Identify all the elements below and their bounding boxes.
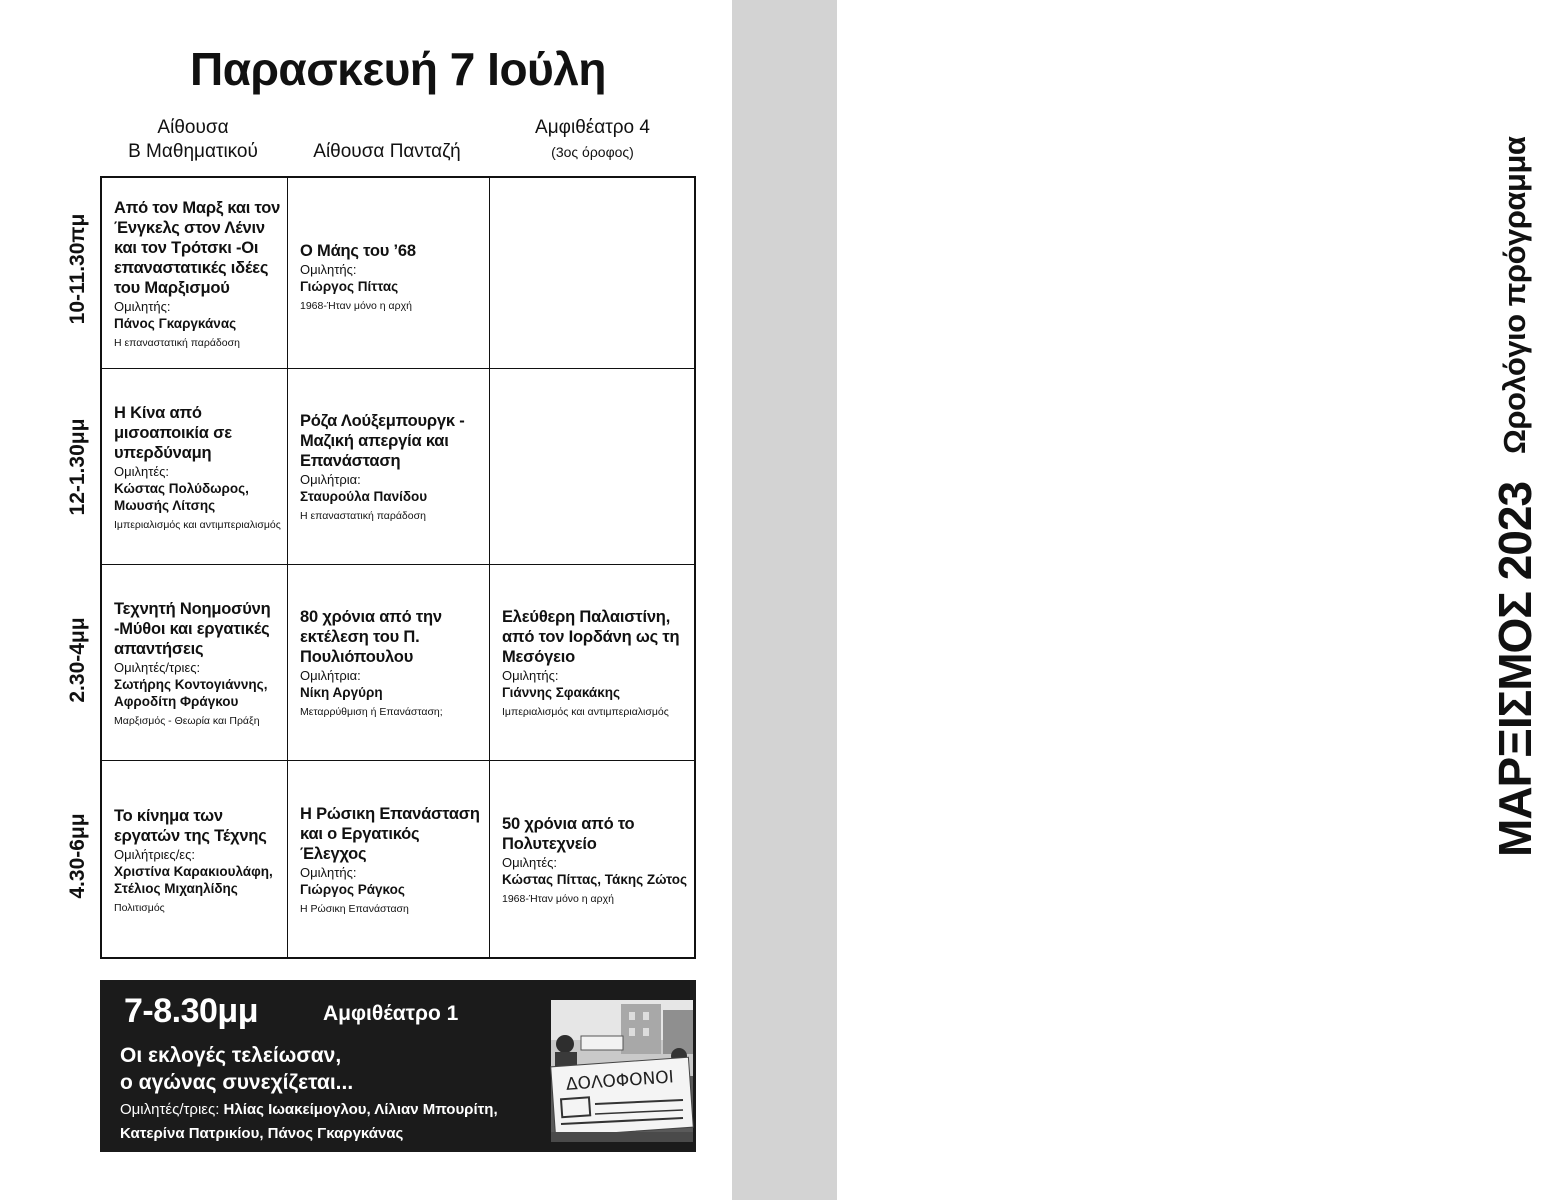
session-cell [288,178,490,369]
session-tag: Η Ρώσικη Επανάσταση [300,903,409,915]
evening-title-line1: Οι εκλογές τελείωσαν, [120,1044,342,1067]
protest-photo-illustration [551,1000,693,1142]
speaker-names: Σωτήρης Κοντογιάννης, Αφροδίτη Φράγκου [114,676,268,709]
time-slot-3: 2.30-4μμ [66,617,89,703]
session-cell [288,565,490,761]
evening-event-box [100,980,696,1152]
session-tag: Πολιτισμός [114,901,165,914]
speaker-label: Ομιλητής: [114,298,171,314]
session-tag: 1968-Ήταν μόνο η αρχή [300,299,412,312]
room-header-1-line1: Αίθουσα [157,117,229,138]
session-title: Ελεύθερη Παλαιστίνη, από τον Ιορδάνη ως τη Μεσόγειο [502,608,680,666]
evening-title-line2: ο αγώνας συνεχίζεται... [120,1071,354,1094]
page-title: Παρασκευή 7 Ιούλη [189,43,607,95]
room-header-1-line2: Β Μαθηματικού [128,141,258,162]
room-header-2-line1: Αίθουσα Πανταζή [313,141,461,162]
evening-speakers [120,1098,550,1146]
time-slot-2: 12-1.30μμ [66,418,89,516]
protest-photo [551,1000,693,1142]
session-cell [288,369,490,565]
session-title: 50 χρόνια από το Πολυτεχνείο [502,815,635,853]
speaker-label: Ομιλητές: [114,463,170,479]
session-title: Τεχνητή Νοημοσύνη -Μύθοι και εργατικές απαντήσεις [114,599,271,658]
session-cell [102,369,288,565]
room-header-3-line1: Αμφιθέατρο 4 [535,117,650,138]
speaker-label: Ομιλητής: [300,865,357,880]
schedule-grid [100,176,696,959]
speaker-label: Ομιλητής: [300,261,357,277]
sidebar [732,0,1541,1200]
speaker-names: Γιώργος Ράγκος [300,882,405,897]
session-title: Από τον Μαρξ και τον Ένγκελς στον Λένιν και τον Τρότσκι -Οι επαναστατικές ιδέες του Μαρξισμού [114,198,281,297]
session-cell [102,565,288,761]
speaker-names: Κώστας Πολύδωρος, Μωυσής Λίτσης [114,480,249,513]
speaker-names: Κώστας Πίττας, Τάκης Ζώτος [502,872,688,887]
session-cell [490,565,696,761]
evening-title [120,1042,540,1096]
room-header-1 [101,116,285,164]
session-tag: Η επαναστατική παράδοση [114,336,240,349]
session-title: Ρόζα Λούξεμπουργκ - Μαζική απεργία και Επανάσταση [300,412,465,470]
speaker-names: Νίκη Αργύρη [300,685,383,700]
time-slot-4: 4.30-6μμ [66,813,89,899]
time-slot-1: 10-11.30πμ [66,213,89,325]
session-title: 80 χρόνια από την εκτέλεση του Π. Πουλιόπουλου [300,608,442,666]
room-header-2 [287,140,487,164]
speaker-label: Ομιλήτρια: [300,668,361,683]
speaker-names: Χριστίνα Καρακιουλάφη, Στέλιος Μιχαηλίδης [114,863,273,896]
evening-speaker-label: Ομιλητές/τριες: [120,1101,220,1118]
session-title: Το κίνημα των εργατών της Τέχνης [114,806,267,845]
session-title: Ο Μάης του ’68 [300,241,416,260]
session-title: Η Ρώσικη Επανάσταση και ο Εργατικός Έλεγχος [300,805,480,863]
session-tag: 1968-Ήταν μόνο η αρχή [502,893,614,905]
speaker-names: Γιάννης Σφακάκης [502,685,620,700]
session-tag: Ιμπεριαλισμός και αντιμπεριαλισμός [114,518,281,531]
speaker-label: Ομιλήτριες/ες: [114,846,195,862]
evening-hall: Αμφιθέατρο 1 [323,1002,459,1025]
room-header-3 [489,116,696,164]
evening-time: 7-8.30μμ [124,992,259,1030]
session-title: Η Κίνα από μισοαποικία σε υπερδύναμη [114,403,232,462]
speaker-names: Σταυρούλα Πανίδου [300,489,428,504]
session-cell [102,761,288,959]
session-cell [490,761,696,959]
room-header-3-line2: (3ος όροφος) [551,144,634,160]
session-tag: Ιμπεριαλισμός και αντιμπεριαλισμός [502,706,669,718]
speaker-names: Γιώργος Πίττας [300,278,399,294]
evening-speaker-names: Ηλίας Ιωακείμογλου, Λίλιαν Μπουρίτη, Κατερίνα Πατρικίου, Πάνος Γκαργκάνας [120,1101,498,1142]
sidebar-year-label: ΜΑΡΞΙΣΜΟΣ 2023 [1489,481,1541,857]
session-tag: Η επαναστατική παράδοση [300,510,426,522]
banner-text: ΔΟΛΟΦΟΝΟΙ [565,1067,675,1095]
speaker-label: Ομιλητής: [502,668,559,683]
speaker-label: Ομιλήτρια: [300,472,361,487]
session-cell [288,761,490,959]
session-tag: Μεταρρύθμιση ή Επανάσταση; [300,706,443,718]
session-cell [102,178,288,369]
speaker-label: Ομιλητές/τριες: [114,659,201,675]
session-tag: Μαρξισμός - Θεωρία και Πράξη [114,714,260,727]
speaker-names: Πάνος Γκαργκάνας [114,315,237,331]
sidebar-schedule-label: Ωρολόγιο πρόγραμμα [1497,136,1532,454]
speaker-label: Ομιλητές: [502,855,558,870]
